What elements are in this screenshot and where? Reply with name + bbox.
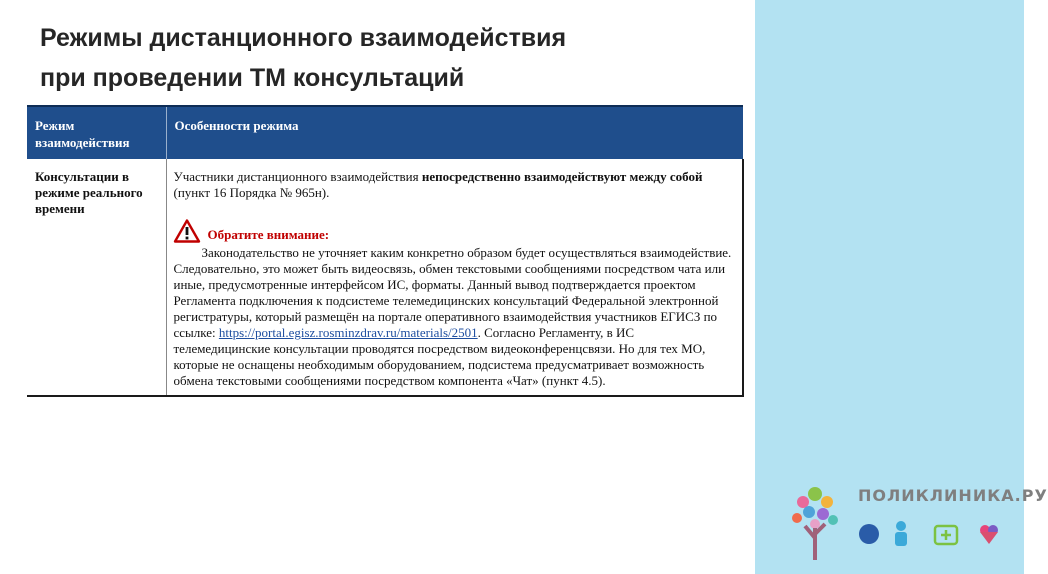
heart-logo-icon [980,525,998,544]
intro-text-1: Участники дистанционного взаимодействия [173,169,422,184]
features-cell [166,159,743,396]
intro-text-2: (пункт 16 Порядка № 965н). [173,185,330,200]
modes-table [27,105,744,397]
warning-triangle-icon [174,219,200,243]
slide-title [40,18,740,98]
doctor-logo-icon [895,521,907,546]
slide-title-line1: Режимы дистанционного взаимодействия [40,24,567,52]
egisz-portal-link[interactable]: https://portal.egisz.rosminzdrav.ru/materials/2501 [218,325,478,340]
tooth-logo-icon [859,524,879,544]
first-aid-kit-icon [935,526,957,544]
warning-title: Обратите внимание: [207,227,330,242]
note-text-2: . Согласно Регламенту, в ИС телемедицинские консультации проводятся посредством видеоконференцсвязи. Но для тех МО, которые не оснащены необходимым оборудованием, подсистема предусматривает возможность обмена текстовыми сообщениями посредством компонента «Чат» (пункт 4.5). [173,325,706,388]
note-text-1: Законодательство не уточняет каким конкретно образом будет осуществляться взаимодействие. Следовательно, это может быть видеосвязь, обмен текстовыми сообщениями посредством чата или иные, предусмотренные интерфейсом ИС, форматы. Данный вывод подтверждается проектом Регламента подключения к подсистеме телемедицинских консультаций Федеральной электронной регистратуры, который размещён на портале оперативного взаимодействия участников ЕГИСЗ по ссылке: [173,245,732,340]
table-header-row [27,106,743,159]
slide-title-line2: при проведении ТМ консультаций [40,64,465,92]
header-mode: Режим взаимодействия [27,106,166,159]
intro-paragraph [174,169,735,201]
intro-bold-text: непосредственно взаимодействуют между собой [421,169,703,184]
logo-text: ПОЛИКЛИНИКА.РУ [858,486,1048,505]
table-row [27,159,743,396]
warning-heading [174,219,735,243]
mode-cell: Консультации в режиме реального времени [27,159,166,396]
header-features: Особенности режима [166,106,743,159]
note-paragraph [174,245,735,389]
tree-logo-icon [792,487,838,560]
